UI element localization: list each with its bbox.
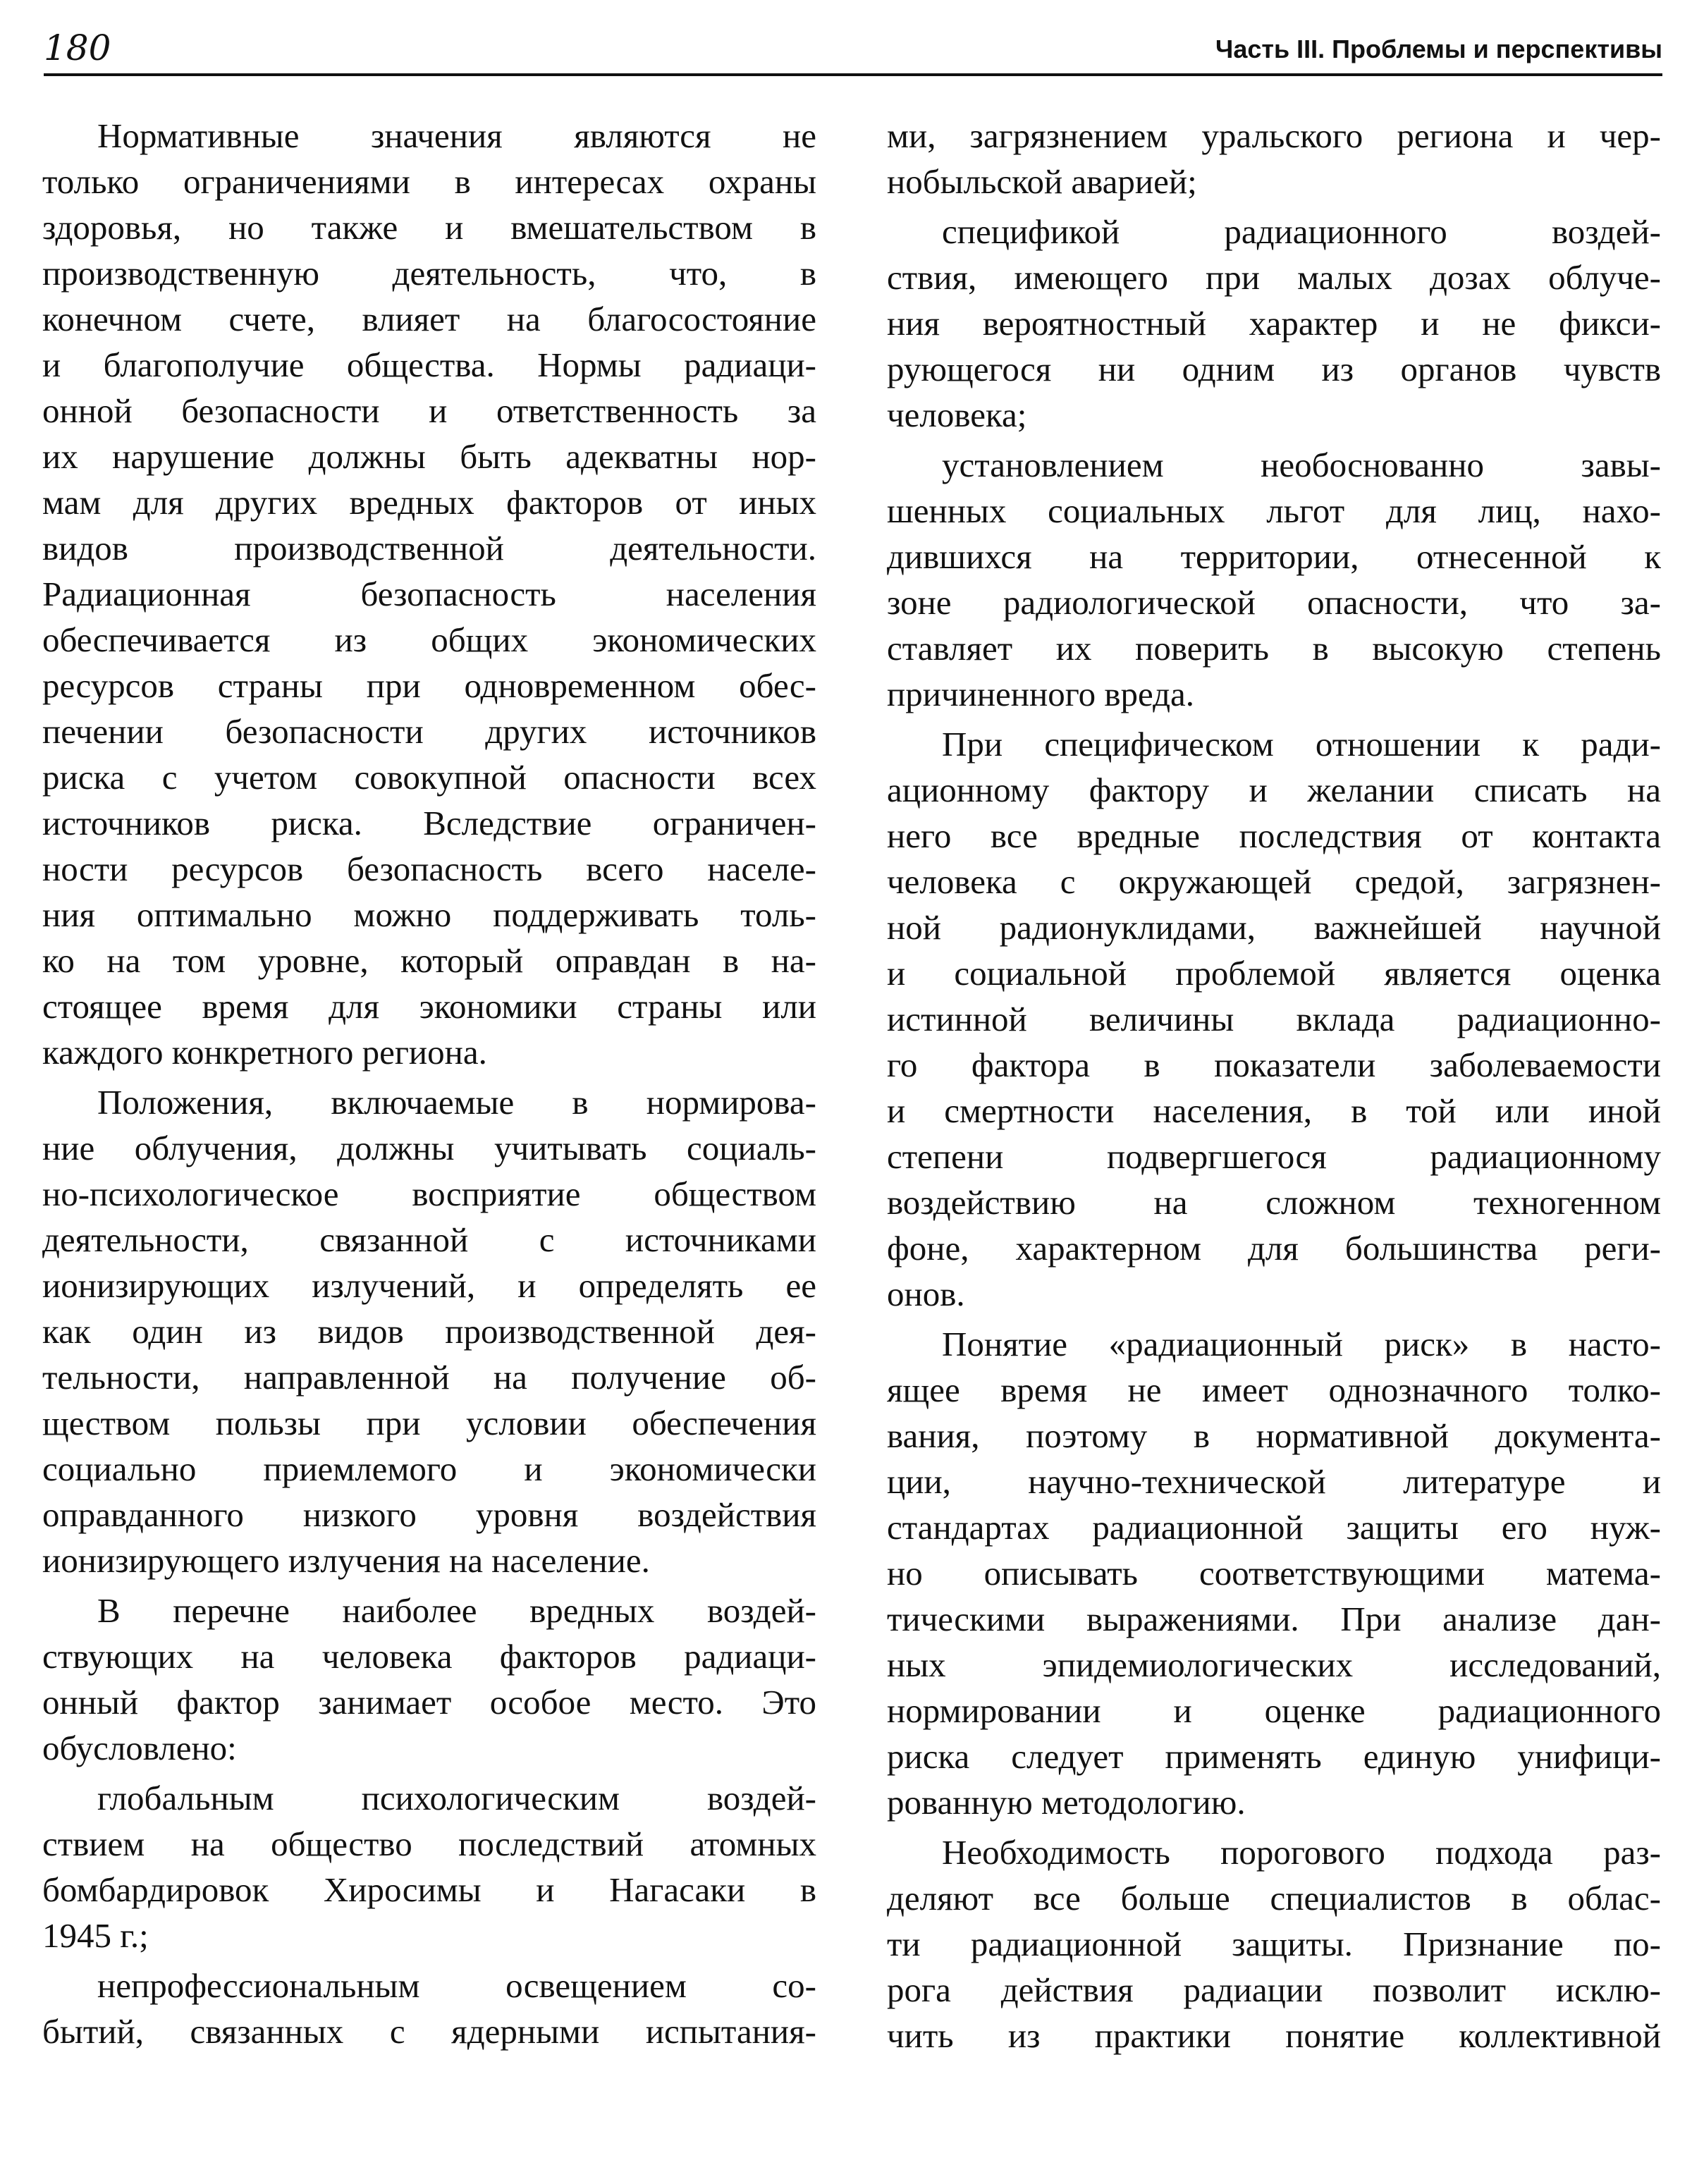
- text-line: социально приемлемого и экономически: [42, 1449, 816, 1488]
- text-line: ящее время не имеет однозначного толко-: [887, 1370, 1661, 1409]
- text-line: онный фактор занимает особое место. Это: [42, 1683, 816, 1722]
- right-text-column: [887, 113, 1661, 2059]
- text-line: ния оптимально можно поддерживать толь-: [42, 895, 816, 934]
- text-line: истинной величины вклада радиационно-: [887, 1000, 1661, 1038]
- text-line: их нарушение должны быть адекватны нор-: [42, 437, 816, 476]
- text-line: воздействию на сложном техногенном: [887, 1183, 1661, 1222]
- text-line: зоне радиологической опасности, что за-: [887, 583, 1661, 622]
- text-line: стандартах радиационной защиты его нуж-: [887, 1508, 1661, 1547]
- text-line: обеспечивается из общих экономических: [42, 620, 816, 659]
- text-line: вания, поэтому в нормативной документа-: [887, 1416, 1661, 1455]
- running-head: Часть III. Проблемы и перспективы: [1215, 35, 1662, 63]
- text-line: здоровья, но также и вмешательством в: [42, 208, 816, 247]
- text-line: рога действия радиации позволит исклю-: [887, 1970, 1661, 2009]
- text-line: Радиационная безопасность населения: [42, 575, 816, 613]
- text-line: Положения, включаемые в нормирова-: [97, 1083, 816, 1122]
- text-line: конечном счете, влияет на благосостояние: [42, 300, 816, 338]
- text-line: установлением необоснованно завы-: [942, 446, 1661, 484]
- text-line: обусловлено:: [42, 1729, 237, 1767]
- text-line: рующегося ни одним из органов чувств: [887, 350, 1661, 388]
- text-line: деляют все больше специалистов в облас-: [887, 1879, 1661, 1918]
- text-line: него все вредные последствия от контакта: [887, 816, 1661, 855]
- text-line: Необходимость порогового подхода раз-: [942, 1833, 1661, 1872]
- text-line: печении безопасности других источников: [42, 712, 816, 751]
- left-text-column: [42, 113, 816, 2054]
- text-line: Нормативные значения являются не: [97, 116, 816, 155]
- paragraph: [887, 209, 1661, 438]
- text-line: мам для других вредных факторов от иных: [42, 483, 816, 522]
- text-line: ния вероятностный характер и не фикси-: [887, 304, 1661, 343]
- text-line: онов.: [887, 1275, 965, 1313]
- text-line: ствующих на человека факторов радиаци-: [42, 1637, 816, 1676]
- text-line: человека с окружающей средой, загрязнен-: [887, 862, 1661, 901]
- text-line: и смертности населения, в той или иной: [887, 1091, 1661, 1130]
- text-line: и благополучие общества. Нормы радиаци-: [42, 345, 816, 384]
- text-line: ационному фактору и желании списать на: [887, 771, 1661, 809]
- text-line: тельности, направленной на получение об-: [42, 1358, 816, 1397]
- text-line: стоящее время для экономики страны или: [42, 987, 816, 1026]
- text-line: но описывать соответствующими матема-: [887, 1554, 1661, 1593]
- paragraph: [887, 721, 1661, 1317]
- paragraph: [42, 113, 816, 1075]
- text-line: только ограничениями в интересах охраны: [42, 162, 816, 201]
- text-line: фоне, характерном для большинства реги-: [887, 1229, 1661, 1268]
- text-line: ионизирующих излучений, и определять ее: [42, 1266, 816, 1305]
- text-line: ции, научно-технической литературе и: [887, 1462, 1661, 1501]
- header-rule: [44, 73, 1662, 76]
- text-line: В перечне наиболее вредных воздей-: [97, 1591, 816, 1630]
- text-line: производственную деятельность, что, в: [42, 254, 816, 293]
- text-line: ности ресурсов безопасность всего населе-: [42, 849, 816, 888]
- paragraph: [42, 1588, 816, 1771]
- text-line: При специфическом отношении к ради-: [942, 725, 1661, 763]
- text-line: как один из видов производственной дея-: [42, 1312, 816, 1351]
- text-line: онной безопасности и ответственность за: [42, 391, 816, 430]
- text-line: человека;: [887, 395, 1027, 434]
- text-line: и социальной проблемой является оценка: [887, 954, 1661, 993]
- text-line: деятельности, связанной с источниками: [42, 1220, 816, 1259]
- text-line: каждого конкретного региона.: [42, 1033, 487, 1072]
- text-line: ти радиационной защиты. Признание по-: [887, 1925, 1661, 1963]
- text-line: источников риска. Вследствие ограничен-: [42, 804, 816, 842]
- paragraph: [42, 1079, 816, 1583]
- text-line: но-психологическое восприятие обществом: [42, 1174, 816, 1213]
- text-line: ми, загрязнением уральского региона и чер-: [887, 116, 1661, 155]
- text-line: рованную методологию.: [887, 1783, 1246, 1822]
- text-line: бытий, связанных с ядерными испытания-: [42, 2012, 816, 2051]
- text-line: глобальным психологическим воздей-: [97, 1779, 816, 1817]
- text-line: дившихся на территории, отнесенной к: [887, 537, 1661, 576]
- text-line: оправданного низкого уровня воздействия: [42, 1495, 816, 1534]
- text-line: степени подвергшегося радиационному: [887, 1137, 1661, 1176]
- paragraph: [42, 1775, 816, 1958]
- text-line: ние облучения, должны учитывать социаль-: [42, 1129, 816, 1167]
- text-line: ной радионуклидами, важнейшей научной: [887, 908, 1661, 947]
- text-line: видов производственной деятельности.: [42, 529, 816, 568]
- text-line: тическими выражениями. При анализе дан-: [887, 1600, 1661, 1638]
- text-line: ставляет их поверить в высокую степень: [887, 629, 1661, 668]
- page-header: [44, 24, 1662, 75]
- paragraph: [887, 113, 1661, 204]
- text-line: ствием на общество последствий атомных: [42, 1824, 816, 1863]
- text-line: причиненного вреда.: [887, 675, 1195, 713]
- text-line: ных эпидемиологических исследований,: [887, 1645, 1661, 1684]
- paragraph: [887, 442, 1661, 717]
- text-line: спецификой радиационного воздей-: [942, 212, 1661, 251]
- text-line: ствия, имеющего при малых дозах облуче-: [887, 258, 1661, 297]
- text-line: 1945 г.;: [42, 1916, 149, 1955]
- text-line: Понятие «радиационный риск» в насто-: [942, 1325, 1661, 1363]
- text-line: шенных социальных льгот для лиц, нахо-: [887, 491, 1661, 530]
- text-line: бомбардировок Хиросимы и Нагасаки в: [42, 1870, 816, 1909]
- paragraph: [42, 1963, 816, 2054]
- text-line: риска с учетом совокупной опасности всех: [42, 758, 816, 797]
- page-number: 180: [44, 27, 111, 68]
- text-line: непрофессиональным освещением со-: [97, 1966, 816, 2005]
- text-line: ресурсов страны при одновременном обес-: [42, 666, 816, 705]
- paragraph: [887, 1829, 1661, 2059]
- text-line: чить из практики понятие коллективной: [887, 2016, 1661, 2055]
- text-line: нормировании и оценке радиационного: [887, 1691, 1661, 1730]
- text-line: ществом пользы при условии обеспечения: [42, 1404, 816, 1442]
- text-line: ионизирующего излучения на население.: [42, 1541, 650, 1580]
- text-line: риска следует применять единую унифици-: [887, 1737, 1661, 1776]
- text-line: ко на том уровне, который оправдан в на-: [42, 941, 816, 980]
- paragraph: [887, 1321, 1661, 1825]
- text-line: нобыльской аварией;: [887, 162, 1197, 201]
- text-line: го фактора в показатели заболеваемости: [887, 1045, 1661, 1084]
